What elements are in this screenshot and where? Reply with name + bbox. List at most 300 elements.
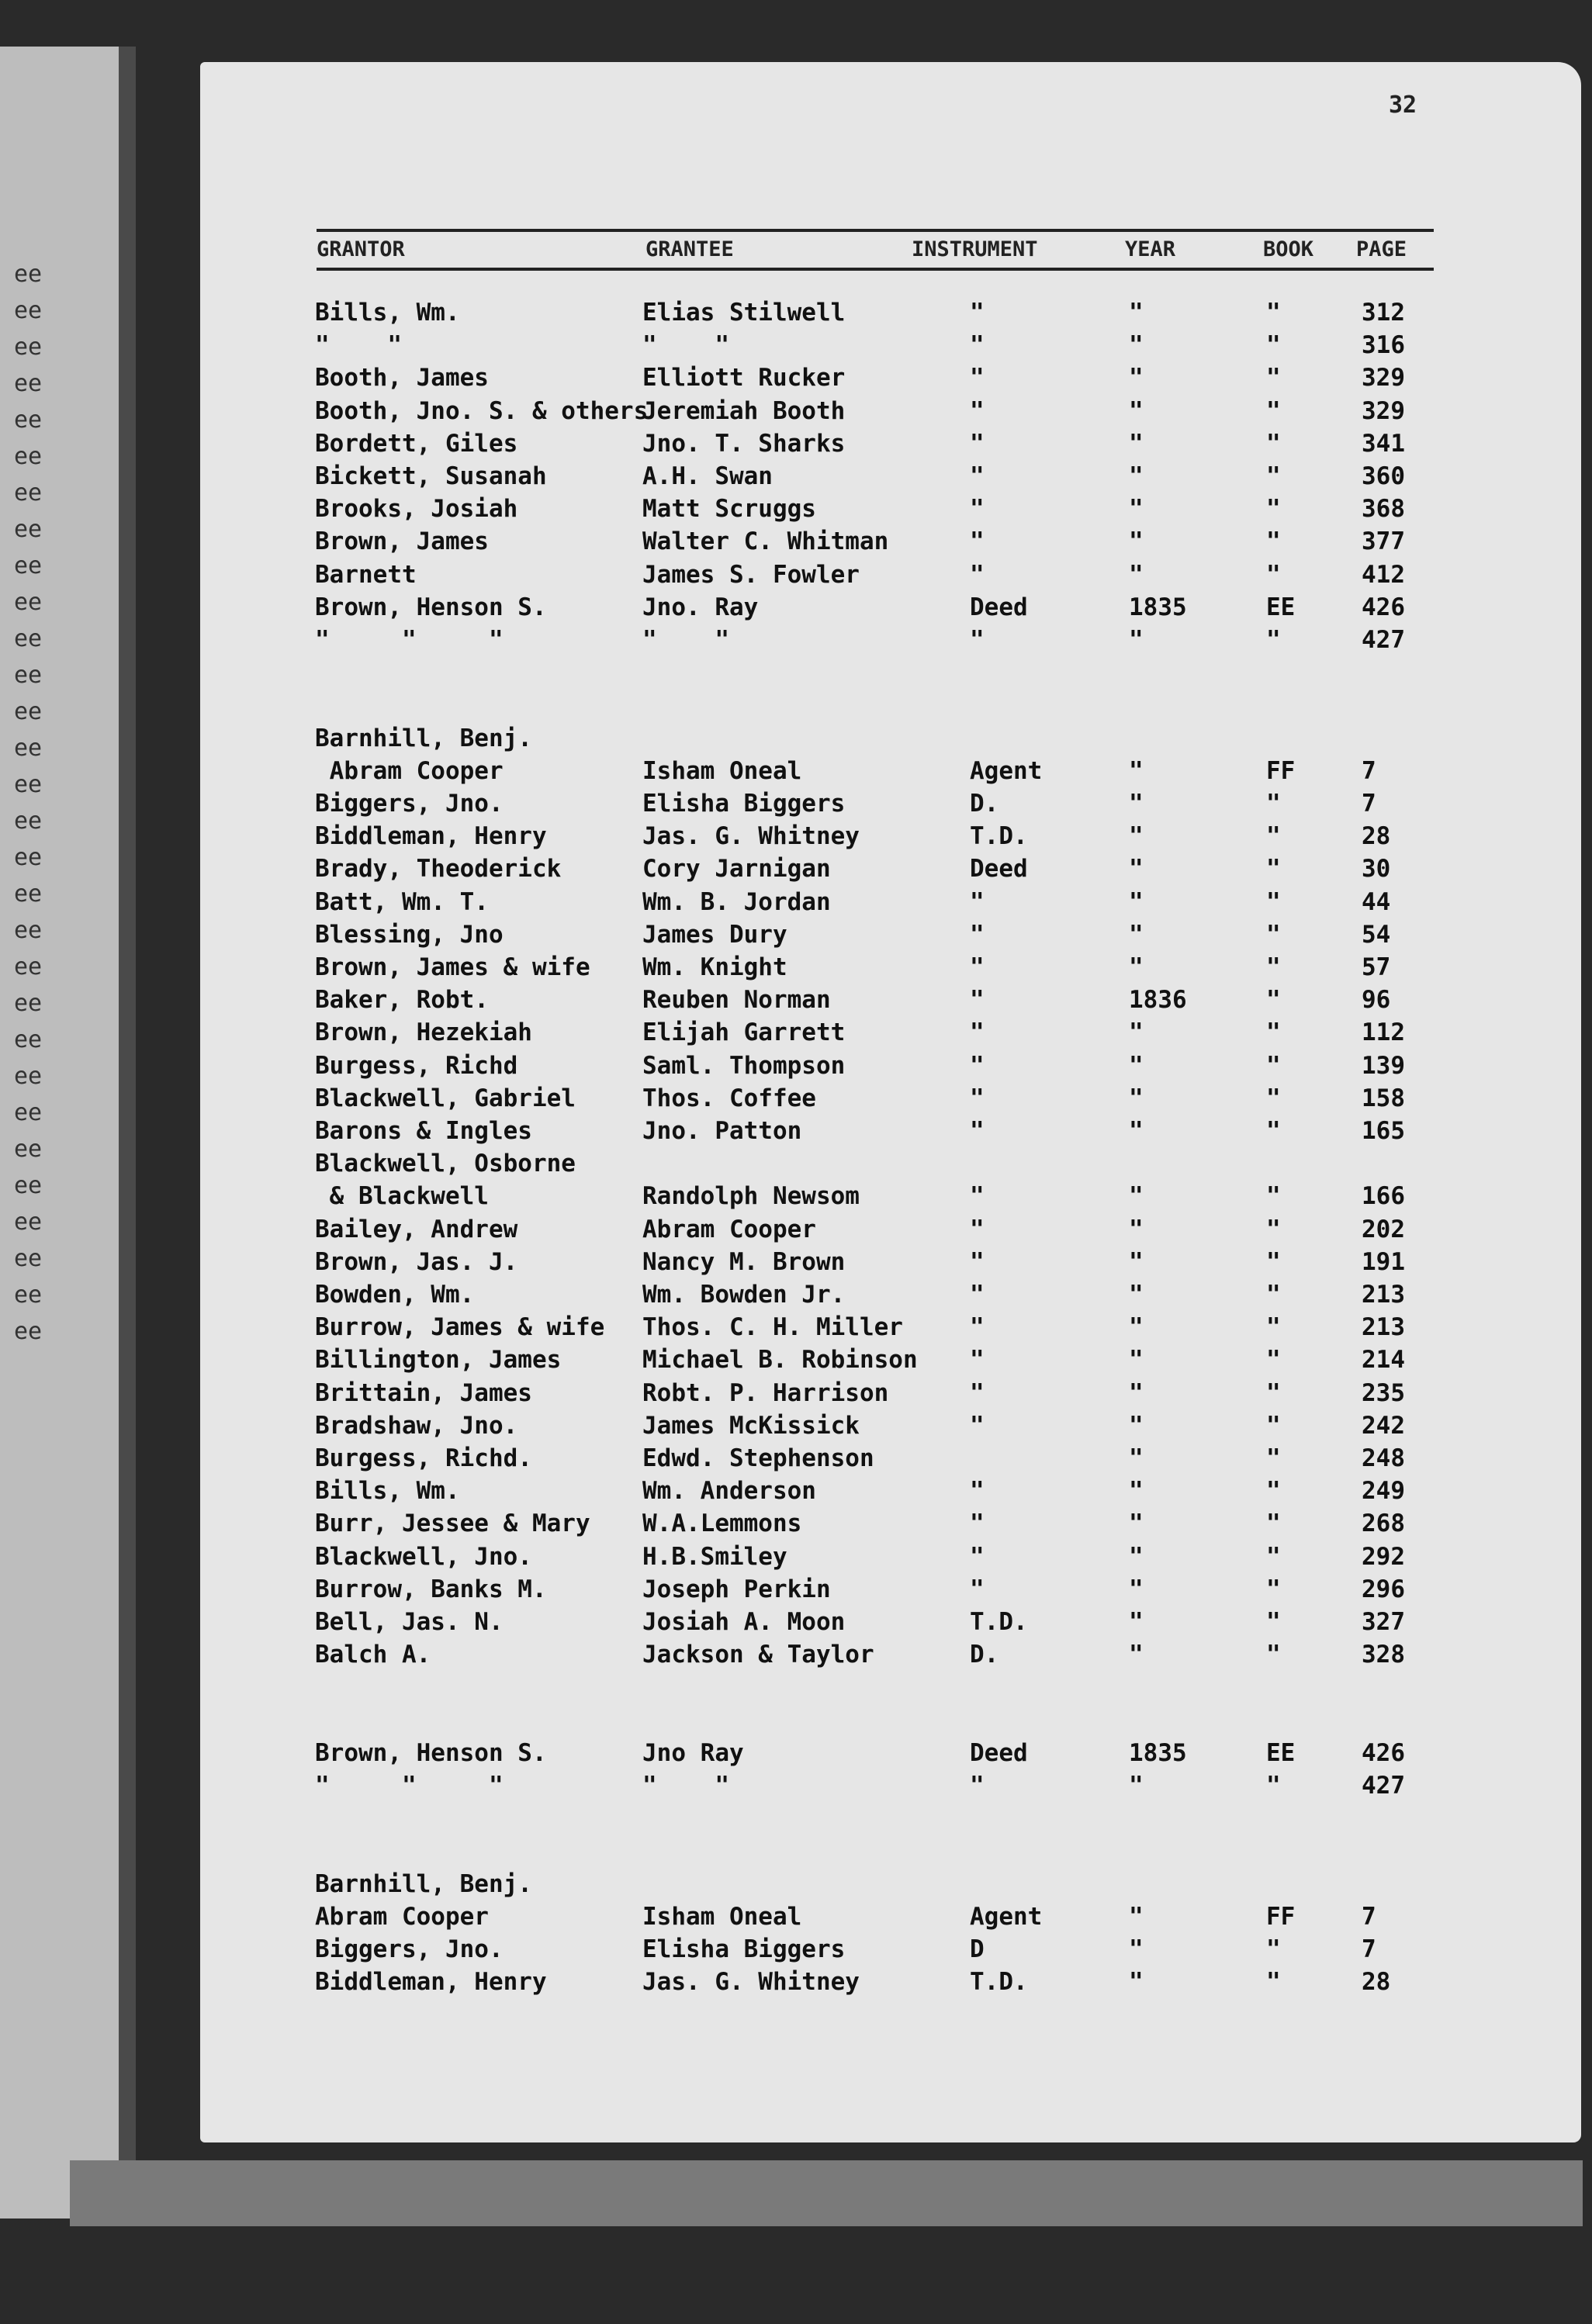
cell-grantor: Bailey, Andrew (315, 1215, 518, 1243)
cell-grantee: Isham Oneal (642, 756, 802, 785)
cell-page: 202 (1362, 1215, 1405, 1243)
cell-year: " (1129, 953, 1144, 981)
cell-page: 158 (1362, 1084, 1405, 1112)
cell-instrument: " (970, 1182, 985, 1211)
cell-year: " (1129, 495, 1144, 524)
cell-instrument: " (970, 953, 985, 981)
cell-instrument: T.D. (970, 1968, 1028, 1997)
cell-book: " (1266, 986, 1281, 1015)
cell-grantor: Brown, Hezekiah (315, 1018, 532, 1047)
cell-grantee: Wm. Bowden Jr. (642, 1281, 846, 1309)
cell-grantee: Matt Scruggs (642, 495, 816, 524)
cell-grantor: " " (315, 331, 402, 360)
cell-grantee: Jas. G. Whitney (642, 822, 860, 851)
cell-instrument: " (970, 560, 985, 589)
cell-grantor: Booth, James (315, 364, 489, 393)
cell-page: 214 (1362, 1346, 1405, 1375)
cell-instrument: " (970, 1215, 985, 1243)
cell-year: " (1129, 1477, 1144, 1506)
cell-grantor: Bills, Wm. (315, 299, 460, 327)
cell-page: 368 (1362, 495, 1405, 524)
cell-grantee: Jno. Ray (642, 593, 759, 621)
cell-grantor: Brown, James (315, 527, 489, 556)
cell-grantor: Blackwell, Gabriel (315, 1084, 576, 1112)
cell-grantee: Jas. G. Whitney (642, 1968, 860, 1997)
cell-page: 7 (1362, 756, 1376, 785)
cell-grantor: Abram Cooper (315, 1902, 489, 1931)
cell-page: 328 (1362, 1641, 1405, 1669)
left-margin-fragment: ee (14, 370, 43, 397)
cell-grantee: Josiah A. Moon (642, 1608, 846, 1636)
cell-page: 7 (1362, 1935, 1376, 1963)
cell-grantee: Abram Cooper (642, 1215, 816, 1243)
cell-book: FF (1266, 1902, 1296, 1931)
cell-grantor: Burr, Jessee & Mary (315, 1510, 590, 1538)
cell-page: 329 (1362, 364, 1405, 393)
cell-grantee: Jackson & Taylor (642, 1641, 874, 1669)
cell-book: " (1266, 790, 1281, 818)
cell-page: 30 (1362, 855, 1391, 884)
cell-instrument: " (970, 1281, 985, 1309)
cell-grantee: " " (642, 626, 729, 654)
cell-grantor: Burrow, James & wife (315, 1313, 605, 1342)
cell-grantor: Brown, Henson S. (315, 1738, 547, 1767)
bottom-page-edge (70, 2160, 1583, 2226)
cell-grantor: Brown, James & wife (315, 953, 590, 981)
cell-grantor: Batt, Wm. T. (315, 887, 489, 916)
left-margin-fragment: ee (14, 589, 43, 616)
cell-instrument: " (970, 1411, 985, 1440)
cell-book: " (1266, 495, 1281, 524)
cell-grantor: Burrow, Banks M. (315, 1575, 547, 1603)
cell-page: 327 (1362, 1608, 1405, 1636)
header-instrument: INSTRUMENT (912, 237, 1038, 261)
cell-instrument: " (970, 1247, 985, 1276)
left-margin-fragment: ee (14, 880, 43, 908)
cell-instrument: " (970, 887, 985, 916)
left-margin-fragment: ee (14, 1136, 43, 1163)
cell-book: " (1266, 1117, 1281, 1145)
cell-year: " (1129, 1247, 1144, 1276)
left-margin-fragment: ee (14, 1063, 43, 1090)
left-margin-fragment: ee (14, 735, 43, 762)
cell-instrument: " (970, 299, 985, 327)
cell-grantor: Biggers, Jno. (315, 790, 504, 818)
cell-year: " (1129, 756, 1144, 785)
cell-year: " (1129, 1117, 1144, 1145)
left-facing-page (0, 47, 136, 2219)
cell-book: " (1266, 887, 1281, 916)
cell-book: " (1266, 920, 1281, 949)
left-margin-fragment: ee (14, 406, 43, 434)
cell-page: 377 (1362, 527, 1405, 556)
cell-year: " (1129, 822, 1144, 851)
cell-grantee: " " (642, 1772, 729, 1800)
left-margin-fragment: ee (14, 953, 43, 980)
left-margin-fragment: ee (14, 844, 43, 871)
cell-grantee: Reuben Norman (642, 986, 831, 1015)
left-margin-fragment: ee (14, 1026, 43, 1053)
cell-instrument: " (970, 986, 985, 1015)
cell-grantee: Wm. Knight (642, 953, 787, 981)
cell-grantor: Bills, Wm. (315, 1477, 460, 1506)
cell-book: FF (1266, 756, 1296, 785)
cell-instrument: " (970, 920, 985, 949)
cell-year: " (1129, 299, 1144, 327)
cell-grantee: Jno Ray (642, 1738, 744, 1767)
cell-grantee: H.B.Smiley (642, 1542, 787, 1571)
cell-page: 296 (1362, 1575, 1405, 1603)
cell-book: " (1266, 1477, 1281, 1506)
cell-page: 312 (1362, 299, 1405, 327)
cell-book: " (1266, 462, 1281, 490)
cell-page: 7 (1362, 1902, 1376, 1931)
cell-grantee: W.A.Lemmons (642, 1510, 802, 1538)
left-margin-fragment: ee (14, 1172, 43, 1199)
cell-book: " (1266, 1084, 1281, 1112)
header-grantee: GRANTEE (645, 237, 734, 261)
cell-instrument: " (970, 1346, 985, 1375)
left-margin-fragment: ee (14, 1318, 43, 1345)
cell-book: " (1266, 1051, 1281, 1080)
cell-grantor: " " " (315, 1772, 504, 1800)
cell-book: EE (1266, 1738, 1296, 1767)
cell-page: 213 (1362, 1313, 1405, 1342)
cell-year: " (1129, 1935, 1144, 1963)
cell-grantee: Michael B. Robinson (642, 1346, 918, 1375)
cell-book: " (1266, 1215, 1281, 1243)
cell-book: " (1266, 1510, 1281, 1538)
cell-page: 248 (1362, 1444, 1405, 1472)
cell-page: 329 (1362, 396, 1405, 425)
cell-grantor: Bell, Jas. N. (315, 1608, 504, 1636)
cell-grantor: Booth, Jno. S. & others (315, 396, 649, 425)
cell-grantee: Isham Oneal (642, 1902, 802, 1931)
cell-year: " (1129, 1968, 1144, 1997)
cell-year: 1835 (1129, 593, 1187, 621)
cell-grantee: James McKissick (642, 1411, 860, 1440)
cell-page: 191 (1362, 1247, 1405, 1276)
cell-instrument: D. (970, 1641, 999, 1669)
cell-year: " (1129, 1051, 1144, 1080)
cell-grantee: James S. Fowler (642, 560, 860, 589)
cell-year: " (1129, 1608, 1144, 1636)
cell-year: " (1129, 462, 1144, 490)
cell-grantee: Elliott Rucker (642, 364, 846, 393)
cell-grantee: Saml. Thompson (642, 1051, 846, 1080)
cell-book: " (1266, 626, 1281, 654)
cell-year: " (1129, 790, 1144, 818)
cell-book: " (1266, 1641, 1281, 1669)
cell-grantor: & Blackwell (315, 1182, 489, 1211)
cell-grantee: Elisha Biggers (642, 1935, 846, 1963)
cell-instrument: " (970, 1477, 985, 1506)
cell-grantor: Blackwell, Osborne (315, 1150, 576, 1178)
cell-year: " (1129, 527, 1144, 556)
left-margin-fragment: ee (14, 443, 43, 470)
left-margin-fragment: ee (14, 261, 43, 288)
cell-book: " (1266, 1968, 1281, 1997)
cell-year: " (1129, 429, 1144, 458)
cell-book: " (1266, 396, 1281, 425)
cell-year: " (1129, 1281, 1144, 1309)
cell-page: 28 (1362, 1968, 1391, 1997)
cell-page: 165 (1362, 1117, 1405, 1145)
cell-page: 44 (1362, 887, 1391, 916)
cell-grantee: James Dury (642, 920, 787, 949)
cell-year: " (1129, 1575, 1144, 1603)
cell-instrument: " (970, 626, 985, 654)
cell-instrument: " (970, 396, 985, 425)
header-page: PAGE (1356, 237, 1407, 261)
left-margin-fragment: ee (14, 698, 43, 725)
cell-instrument: " (970, 1510, 985, 1538)
cell-instrument: " (970, 1378, 985, 1407)
cell-book: " (1266, 1935, 1281, 1963)
cell-instrument: " (970, 1575, 985, 1603)
cell-page: 139 (1362, 1051, 1405, 1080)
cell-book: " (1266, 1542, 1281, 1571)
cell-instrument: D. (970, 790, 999, 818)
cell-book: " (1266, 527, 1281, 556)
cell-instrument: " (970, 495, 985, 524)
cell-instrument: " (970, 1772, 985, 1800)
cell-instrument: " (970, 1018, 985, 1047)
cell-grantor: Bordett, Giles (315, 429, 518, 458)
cell-year: " (1129, 1902, 1144, 1931)
left-margin-fragment: ee (14, 1281, 43, 1309)
cell-page: 426 (1362, 1738, 1405, 1767)
cell-grantor: Blessing, Jno (315, 920, 504, 949)
cell-book: " (1266, 953, 1281, 981)
cell-grantor: Barnhill, Benj. (315, 724, 532, 752)
cell-page: 7 (1362, 790, 1376, 818)
cell-year: 1835 (1129, 1738, 1187, 1767)
cell-year: " (1129, 855, 1144, 884)
cell-book: " (1266, 1018, 1281, 1047)
cell-instrument: Deed (970, 593, 1028, 621)
cell-year: " (1129, 396, 1144, 425)
cell-grantor: Billington, James (315, 1346, 562, 1375)
cell-book: " (1266, 560, 1281, 589)
cell-book: " (1266, 1281, 1281, 1309)
cell-year: " (1129, 364, 1144, 393)
cell-instrument: Deed (970, 855, 1028, 884)
cell-grantee: " " (642, 331, 729, 360)
cell-page: 112 (1362, 1018, 1405, 1047)
cell-grantor: Blackwell, Jno. (315, 1542, 532, 1571)
cell-grantor: Balch A. (315, 1641, 431, 1669)
cell-page: 54 (1362, 920, 1391, 949)
cell-year: " (1129, 1018, 1144, 1047)
cell-grantor: " " " (315, 626, 504, 654)
left-margin-fragment: ee (14, 917, 43, 944)
cell-year: 1836 (1129, 986, 1187, 1015)
header-grantor: GRANTOR (317, 237, 405, 261)
cell-grantor: Abram Cooper (315, 756, 504, 785)
cell-grantee: Cory Jarnigan (642, 855, 831, 884)
cell-grantor: Burgess, Richd. (315, 1444, 532, 1472)
left-margin-fragment: ee (14, 552, 43, 579)
cell-year: " (1129, 1510, 1144, 1538)
cell-grantee: Thos. C. H. Miller (642, 1313, 903, 1342)
cell-grantor: Biddleman, Henry (315, 1968, 547, 1997)
book-gutter (119, 47, 136, 2219)
cell-grantor: Brittain, James (315, 1378, 532, 1407)
cell-book: " (1266, 1575, 1281, 1603)
cell-grantee: Jno. T. Sharks (642, 429, 846, 458)
left-margin-fragment: ee (14, 1209, 43, 1236)
cell-book: " (1266, 364, 1281, 393)
cell-page: 360 (1362, 462, 1405, 490)
cell-year: " (1129, 331, 1144, 360)
cell-grantee: Jno. Patton (642, 1117, 802, 1145)
cell-grantor: Baker, Robt. (315, 986, 489, 1015)
cell-page: 427 (1362, 626, 1405, 654)
cell-grantee: Randolph Newsom (642, 1182, 860, 1211)
cell-grantor: Brown, Jas. J. (315, 1247, 518, 1276)
cell-page: 341 (1362, 429, 1405, 458)
cell-instrument: " (970, 331, 985, 360)
cell-grantor: Brady, Theoderick (315, 855, 562, 884)
cell-book: EE (1266, 593, 1296, 621)
cell-grantee: Wm. B. Jordan (642, 887, 831, 916)
cell-grantor: Brooks, Josiah (315, 495, 518, 524)
cell-instrument: " (970, 364, 985, 393)
cell-year: " (1129, 1084, 1144, 1112)
left-margin-fragment: ee (14, 1099, 43, 1126)
cell-page: 166 (1362, 1182, 1405, 1211)
cell-year: " (1129, 1772, 1144, 1800)
cell-grantor: Biddleman, Henry (315, 822, 547, 851)
cell-instrument: Agent (970, 756, 1043, 785)
cell-instrument: D (970, 1935, 985, 1963)
cell-book: " (1266, 299, 1281, 327)
cell-book: " (1266, 429, 1281, 458)
cell-instrument: " (970, 527, 985, 556)
header-rule-bottom (317, 268, 1434, 271)
cell-book: " (1266, 1247, 1281, 1276)
left-margin-fragment: ee (14, 662, 43, 689)
cell-year: " (1129, 1542, 1144, 1571)
page-number: 32 (1389, 92, 1417, 119)
cell-page: 292 (1362, 1542, 1405, 1571)
cell-grantee: Nancy M. Brown (642, 1247, 846, 1276)
cell-year: " (1129, 1215, 1144, 1243)
cell-book: " (1266, 1346, 1281, 1375)
cell-book: " (1266, 822, 1281, 851)
left-margin-fragment: ee (14, 990, 43, 1017)
cell-page: 316 (1362, 331, 1405, 360)
cell-book: " (1266, 1182, 1281, 1211)
cell-year: " (1129, 560, 1144, 589)
left-page-margin-text (14, 256, 61, 1350)
left-margin-fragment: ee (14, 808, 43, 835)
cell-book: " (1266, 1772, 1281, 1800)
cell-grantor: Brown, Henson S. (315, 593, 547, 621)
cell-grantee: A.H. Swan (642, 462, 773, 490)
cell-instrument: T.D. (970, 1608, 1028, 1636)
cell-grantee: Elisha Biggers (642, 790, 846, 818)
cell-instrument: " (970, 1117, 985, 1145)
cell-grantor: Bickett, Susanah (315, 462, 547, 490)
cell-page: 28 (1362, 822, 1391, 851)
left-margin-fragment: ee (14, 297, 43, 324)
cell-book: " (1266, 1444, 1281, 1472)
cell-year: " (1129, 1378, 1144, 1407)
header-book: BOOK (1263, 237, 1314, 261)
cell-grantor: Barons & Ingles (315, 1117, 532, 1145)
cell-grantee: Elias Stilwell (642, 299, 846, 327)
header-year: YEAR (1125, 237, 1176, 261)
cell-grantee: Walter C. Whitman (642, 527, 889, 556)
cell-year: " (1129, 920, 1144, 949)
cell-page: 96 (1362, 986, 1391, 1015)
cell-grantee: Thos. Coffee (642, 1084, 816, 1112)
cell-book: " (1266, 1313, 1281, 1342)
cell-instrument: " (970, 1051, 985, 1080)
cell-book: " (1266, 855, 1281, 884)
header-rule-top (317, 229, 1434, 232)
cell-grantor: Bradshaw, Jno. (315, 1411, 518, 1440)
cell-book: " (1266, 1608, 1281, 1636)
cell-page: 412 (1362, 560, 1405, 589)
cell-grantor: Biggers, Jno. (315, 1935, 504, 1963)
cell-instrument: Agent (970, 1902, 1043, 1931)
cell-book: " (1266, 1411, 1281, 1440)
cell-grantee: Edwd. Stephenson (642, 1444, 874, 1472)
cell-instrument: " (970, 1313, 985, 1342)
left-margin-fragment: ee (14, 334, 43, 361)
cell-instrument: " (970, 1542, 985, 1571)
cell-page: 235 (1362, 1378, 1405, 1407)
cell-page: 427 (1362, 1772, 1405, 1800)
left-margin-fragment: ee (14, 771, 43, 798)
cell-instrument: " (970, 429, 985, 458)
cell-grantee: Wm. Anderson (642, 1477, 816, 1506)
cell-page: 57 (1362, 953, 1391, 981)
cell-year: " (1129, 1411, 1144, 1440)
left-margin-fragment: ee (14, 625, 43, 652)
cell-page: 268 (1362, 1510, 1405, 1538)
cell-instrument: T.D. (970, 822, 1028, 851)
cell-year: " (1129, 1313, 1144, 1342)
cell-grantee: Jeremiah Booth (642, 396, 846, 425)
cell-grantor: Burgess, Richd (315, 1051, 518, 1080)
cell-grantor: Bowden, Wm. (315, 1281, 475, 1309)
cell-page: 213 (1362, 1281, 1405, 1309)
cell-year: " (1129, 1444, 1144, 1472)
cell-page: 426 (1362, 593, 1405, 621)
cell-grantee: Robt. P. Harrison (642, 1378, 889, 1407)
cell-instrument: Deed (970, 1738, 1028, 1767)
cell-year: " (1129, 887, 1144, 916)
cell-instrument: " (970, 1084, 985, 1112)
left-margin-fragment: ee (14, 516, 43, 543)
left-margin-fragment: ee (14, 1245, 43, 1272)
cell-grantor: Barnett (315, 560, 417, 589)
left-margin-fragment: ee (14, 479, 43, 507)
cell-page: 242 (1362, 1411, 1405, 1440)
cell-book: " (1266, 1378, 1281, 1407)
cell-year: " (1129, 1641, 1144, 1669)
cell-year: " (1129, 626, 1144, 654)
cell-page: 249 (1362, 1477, 1405, 1506)
cell-grantee: Joseph Perkin (642, 1575, 831, 1603)
cell-year: " (1129, 1182, 1144, 1211)
cell-grantee: Elijah Garrett (642, 1018, 846, 1047)
cell-year: " (1129, 1346, 1144, 1375)
